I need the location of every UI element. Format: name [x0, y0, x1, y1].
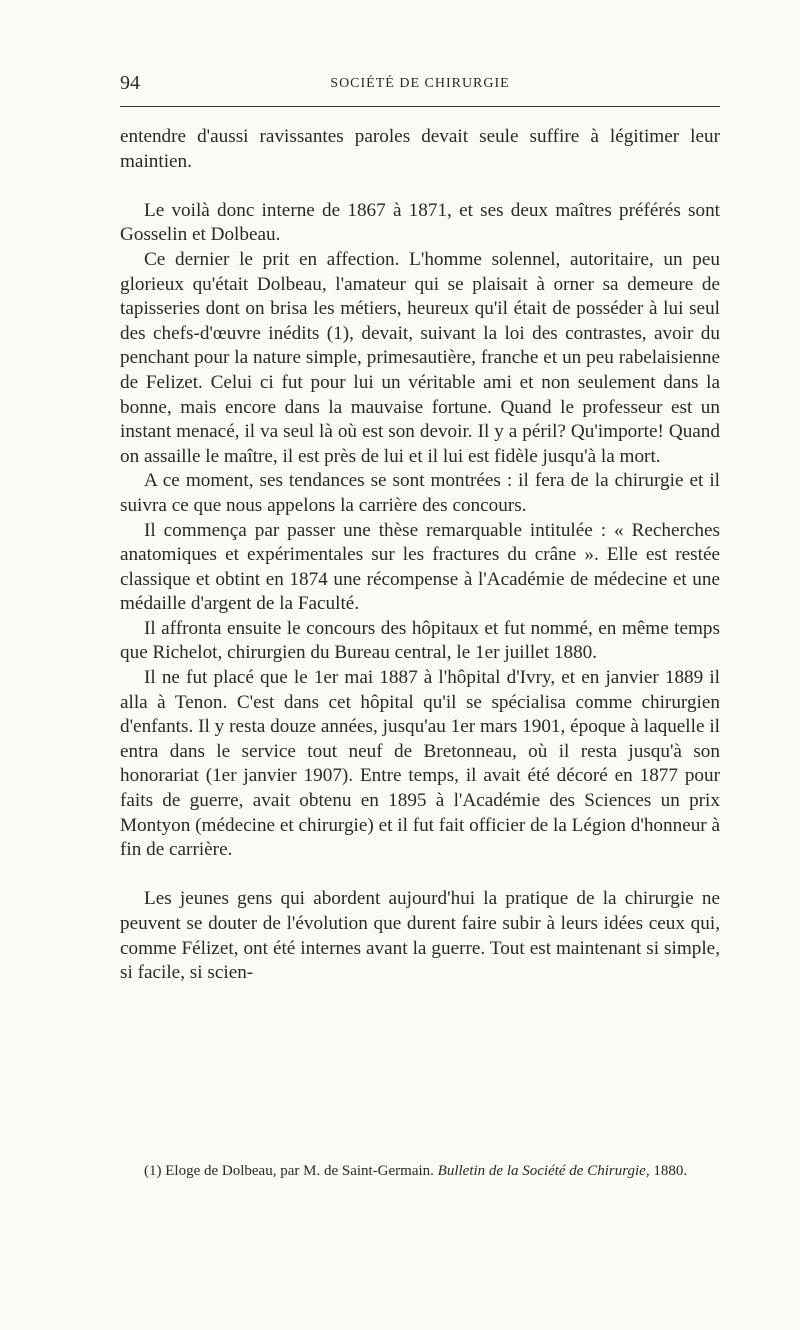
paragraph: Il affronta ensuite le concours des hôpitaux et fut nommé, en même temps que Richelot, chirurgien du Bureau central, le 1er juillet 1880. [120, 617, 720, 664]
paragraph: Le voilà donc interne de 1867 à 1871, et ses deux maîtres préférés sont Gosselin et Dolbeau. [120, 199, 720, 246]
paragraph: Il ne fut placé que le 1er mai 1887 à l'hôpital d'Ivry, et en janvier 1889 il alla à Tenon. C'est dans cet hôpital qu'il se spécialisa comme chirurgien d'enfants. Il y resta douze années, jusqu'au 1er mars 1901, époque à laquelle il entra dans le service tout neuf de Bretonneau, où il resta jusqu'à son honorariat (1er janvier 1907). Entre temps, il avait été décoré en 1877 pour faits de guerre, avait obtenu en 1895 à l'Académie des Sciences un prix Montyon (médecine et chirurgie) et il fut fait officier de la Légion d'honneur à fin de carrière. [120, 667, 721, 861]
paragraph: entendre d'aussi ravissantes paroles devait seule suffire à légitimer leur maintien. [120, 126, 720, 172]
footnote-text: (1) Eloge de Dolbeau, par M. de Saint-Germain. [144, 1163, 434, 1179]
page-number: 94 [120, 72, 140, 94]
page-header [120, 70, 720, 100]
footnote [120, 1161, 720, 1182]
footnote-source-title: Bulletin de la Société de Chirurgie, [437, 1163, 650, 1179]
header-rule [120, 106, 720, 107]
paragraph: Il commença par passer une thèse remarquable intitulée : « Recherches anatomiques et expérimentales sur les fractures du crâne ». Elle est restée classique et obtint en 1874 une récompense à l'Académie de médecine et une médaille d'argent de la Faculté. [120, 519, 720, 615]
body-text [120, 125, 720, 986]
paragraph: A ce moment, ses tendances se sont montrées : il fera de la chirurgie et il suivra ce que nous appelons la carrière des concours. [120, 470, 720, 516]
paragraph: Ce dernier le prit en affection. L'homme solennel, autoritaire, un peu glorieux qu'était Dolbeau, l'amateur qui se plaisait à orner sa demeure de tapisseries dont on brisa les métiers, heureux qu'il était de posséder à lui seul des chefs-d'œuvre inédits (1), devait, suivant la loi des contrastes, avoir du penchant pour la nature simple, primesautière, franche et un peu rabelaisienne de Felizet. Celui ci fut pour lui un véritable ami et non seulement dans la bonne, mais encore dans la mauvaise fortune. Quand le professeur est un instant menacé, il va seul là où est son devoir. Il y a péril? Qu'importe! Quand on assaille le maître, il est près de lui et il lui est fidèle jusqu'à la mort. [120, 248, 720, 467]
paragraph: Les jeunes gens qui abordent aujourd'hui la pratique de la chirurgie ne peuvent se douter de l'évolution que durent faire subir à leurs idées ceux qui, comme Félizet, ont été internes avant la guerre. Tout est maintenant si simple, si facile, si scien- [120, 888, 720, 984]
running-title: SOCIÉTÉ DE CHIRURGIE [330, 76, 510, 91]
footnote-year: 1880. [653, 1163, 688, 1179]
